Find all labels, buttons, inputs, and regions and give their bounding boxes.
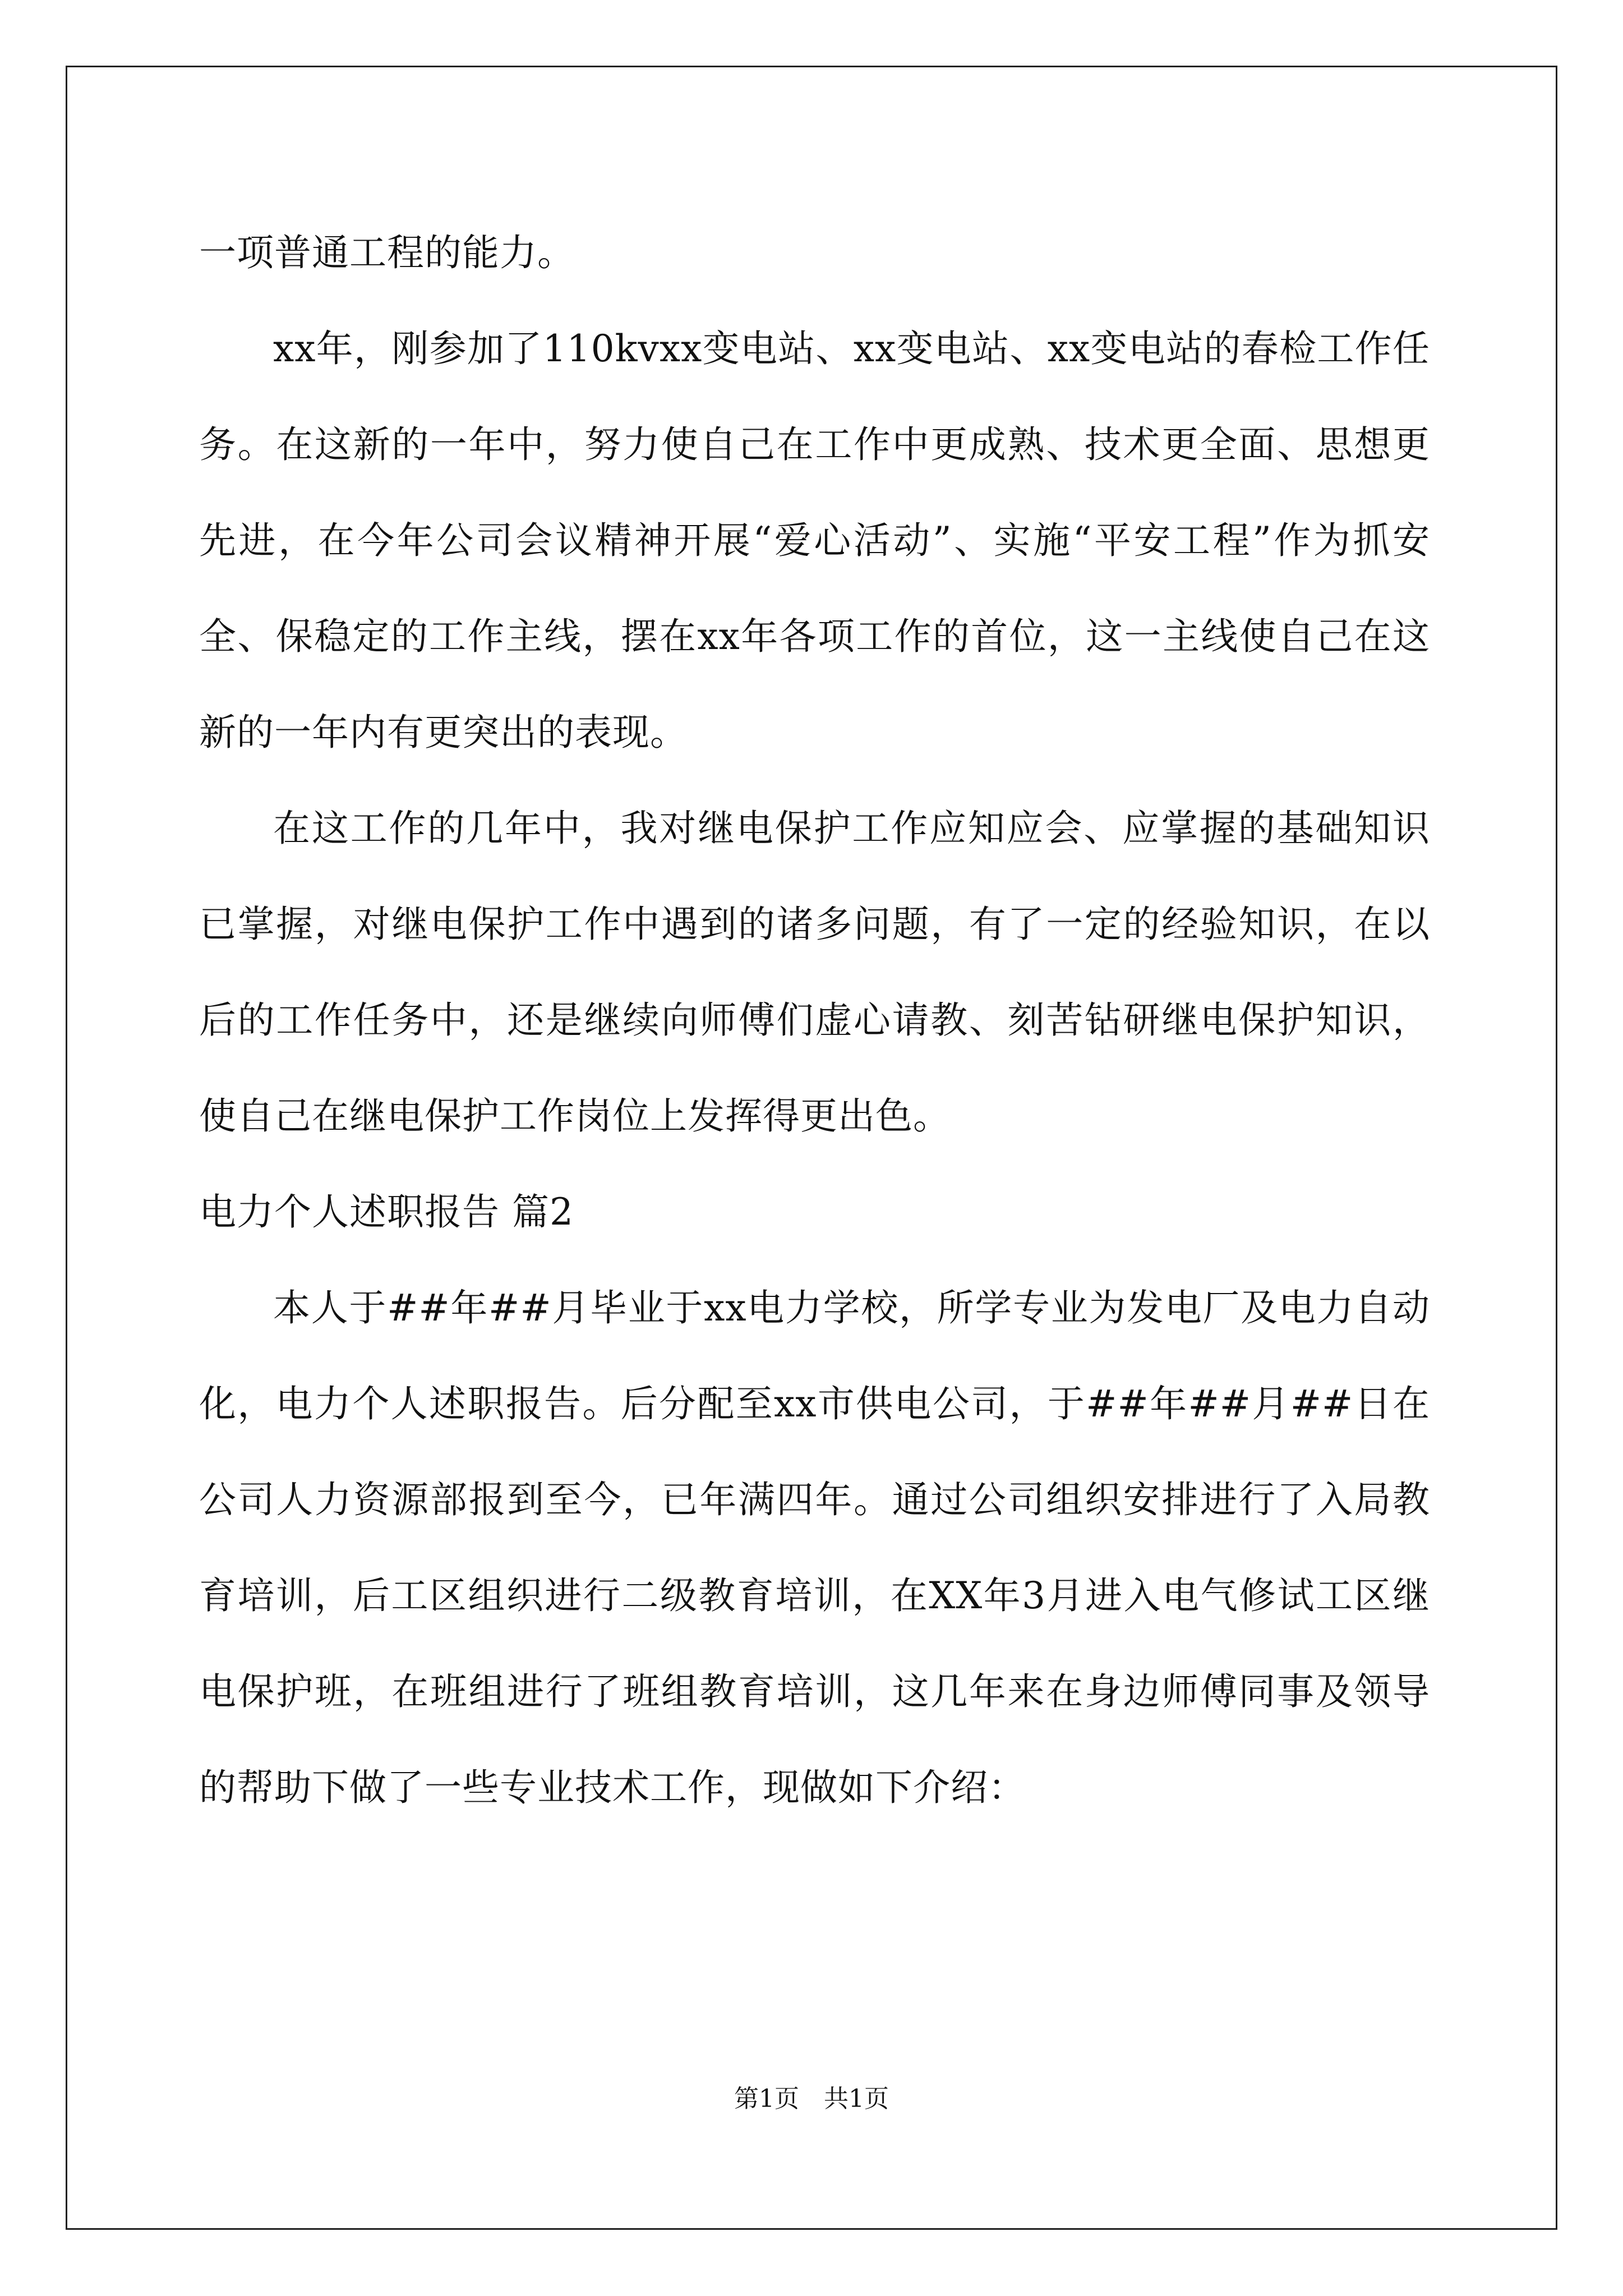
paragraph: xx年，刚参加了110kvxx变电站、xx变电站、xx变电站的春检工作任务。在这新的一年中，努力使自己在工作中更成熟、技术更全面、思想更先进，在今年公司会议精神开展“爱心活动”、实施“平安工程”作为抓安全、保稳定的工作主线，摆在xx年各项工作的首位，这一主线使自己在这新的一年内有更突出的表现。 [199, 327, 1430, 754]
paragraph: 一项普通工程的能力。 [199, 231, 575, 274]
section-heading: 电力个人述职报告 篇2 [199, 1190, 574, 1234]
paragraph: 在这工作的几年中，我对继电保护工作应知应会、应掌握的基础知识已掌握，对继电保护工作中遇到的诸多问题，有了一定的经验知识，在以后的工作任务中，还是继续向师傅们虚心请教、刻苦钻研继电保护知识，使自己在继电保护工作岗位上发挥得更出色。 [199, 807, 1430, 1138]
page-number-footer: 第1页 共1页 [734, 2085, 889, 2113]
document-body [199, 205, 1430, 1835]
paragraph: 本人于##年##月毕业于xx电力学校，所学专业为发电厂及电力自动化，电力个人述职报告。后分配至xx市供电公司，于##年##月##日在公司人力资源部报到至今，已年满四年。通过公司组织安排进行了入局教育培训，后工区组织进行二级教育培训，在XX年3月进入电气修试工区继电保护班，在班组进行了班组教育培训，这几年来在身边师傅同事及领导的帮助下做了一些专业技术工作，现做如下介绍： [199, 1286, 1430, 1809]
